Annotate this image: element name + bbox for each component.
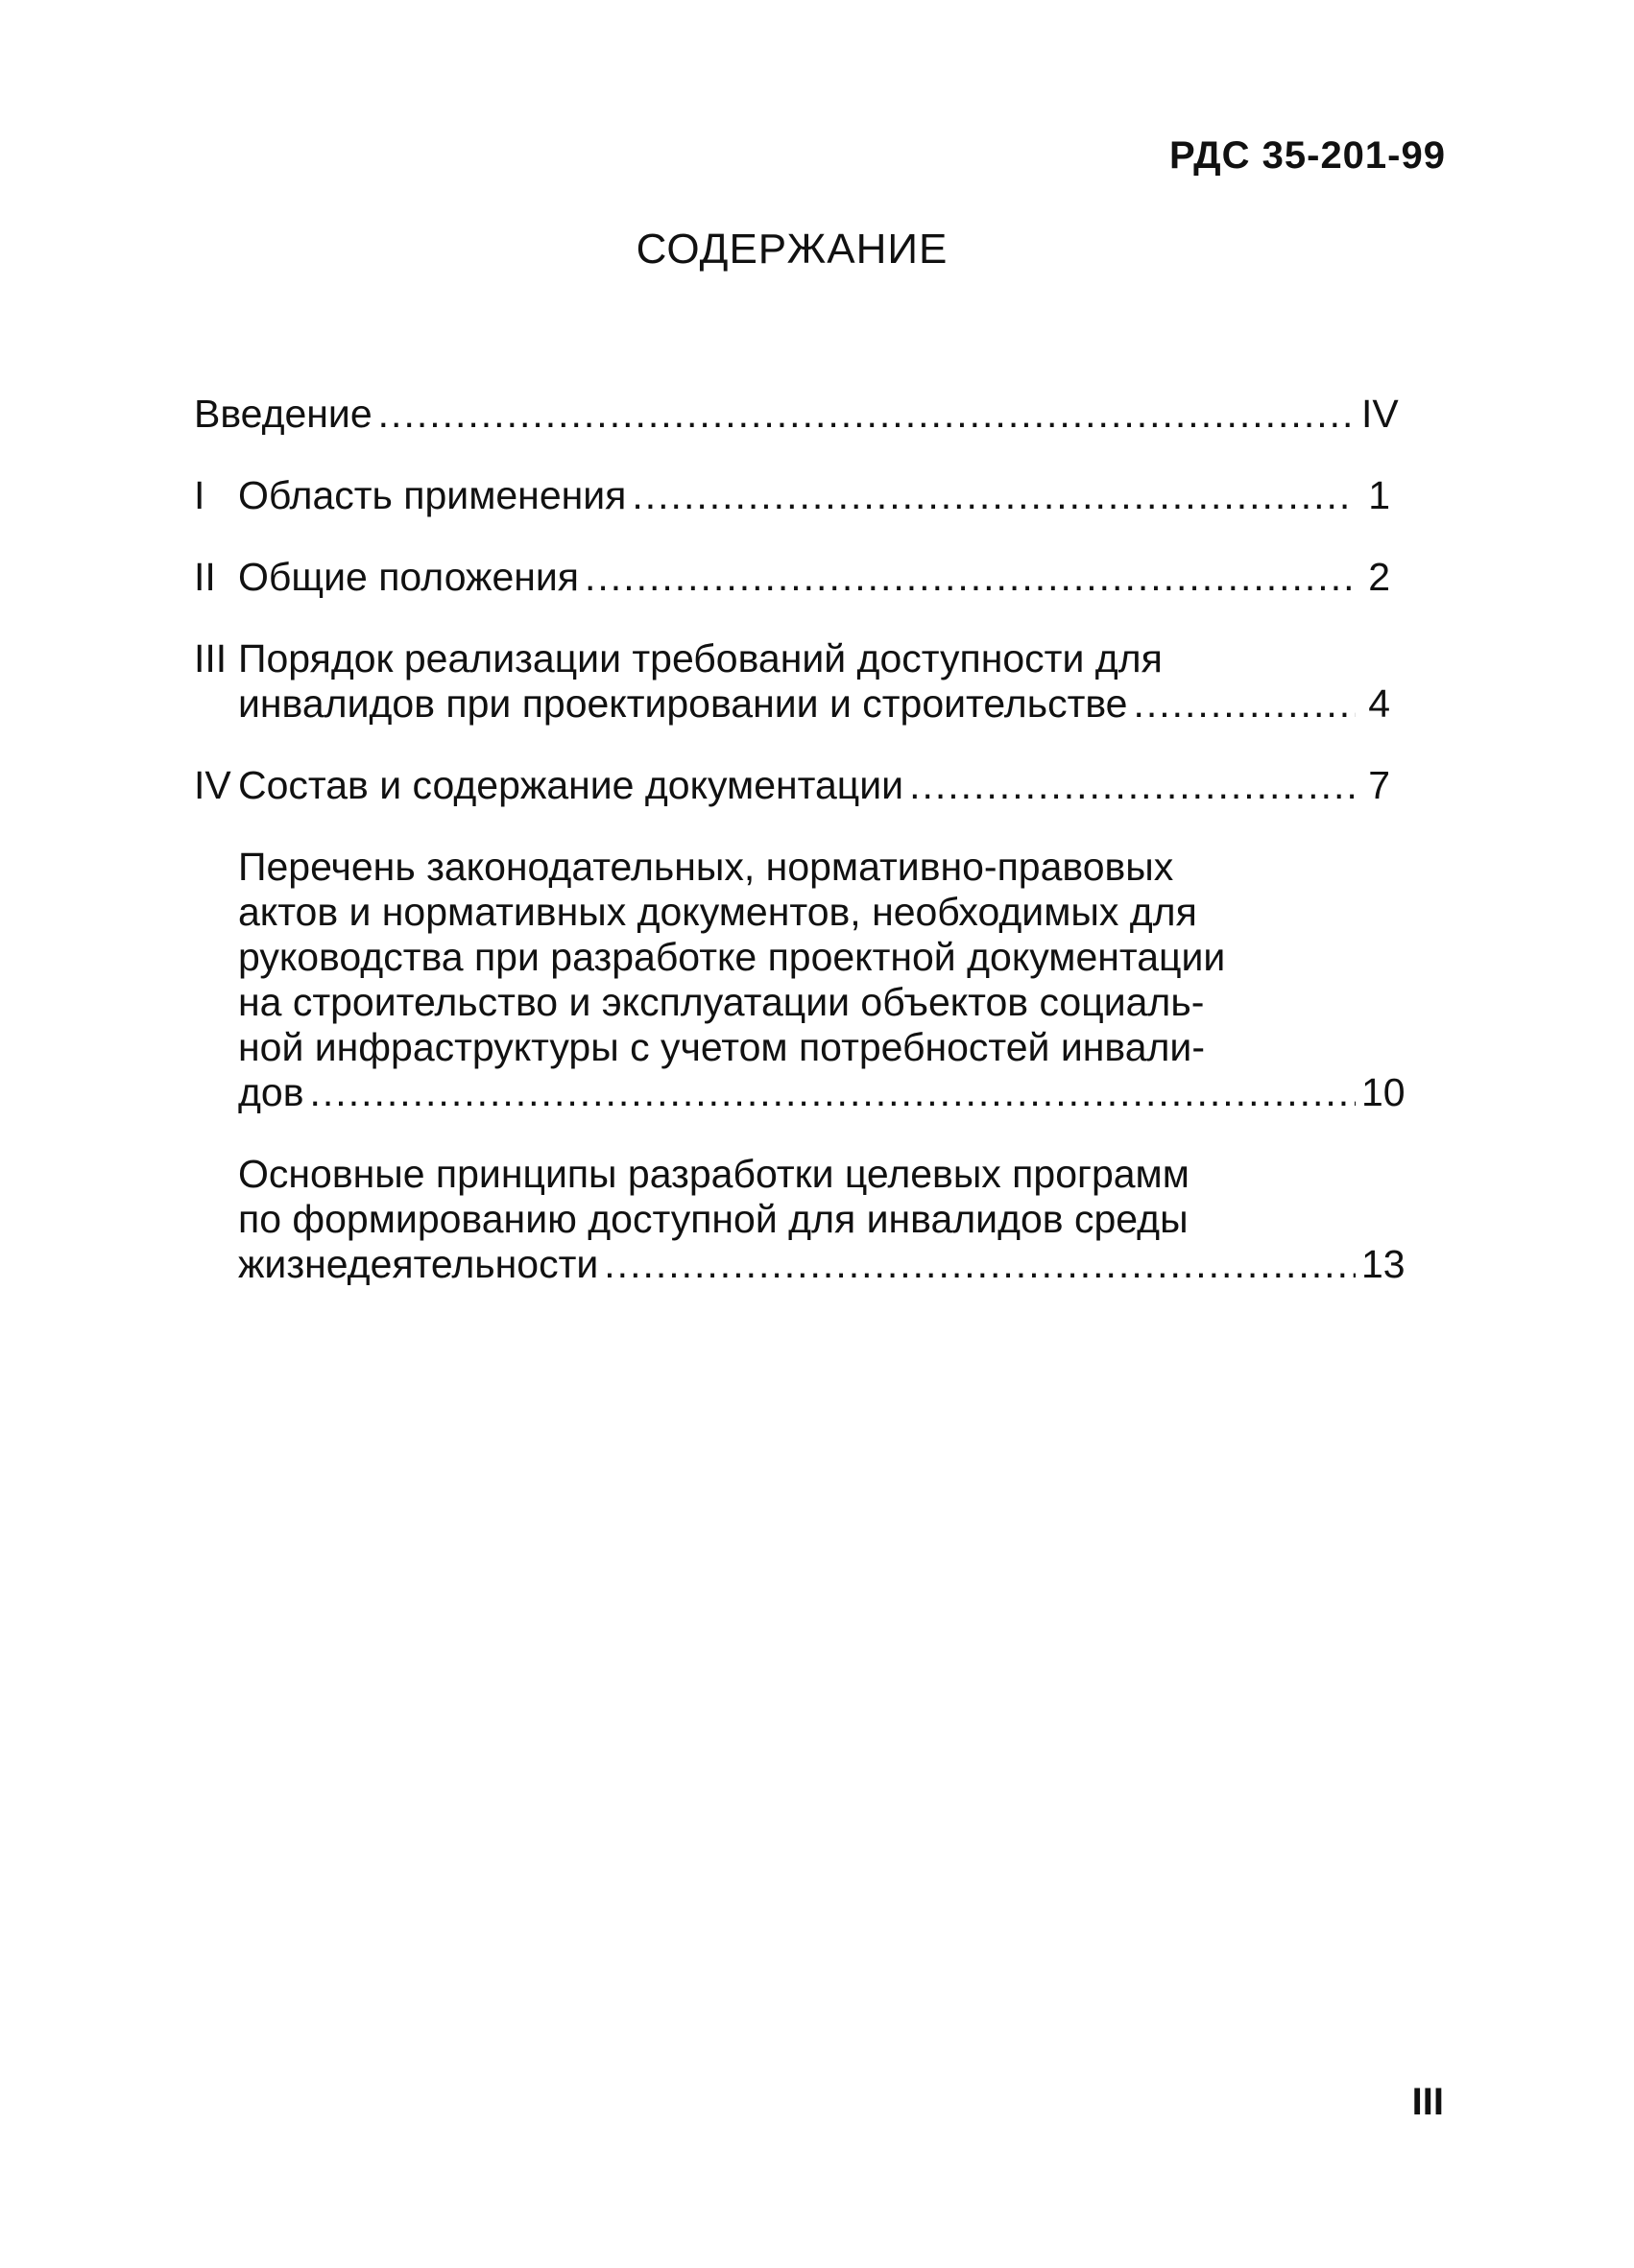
toc-entry-appendix-1[interactable]: [194, 845, 1406, 1115]
page-title: СОДЕРЖАНИЕ: [636, 226, 949, 273]
toc-leader-dots: [585, 555, 1356, 600]
toc-section-number: I: [194, 473, 205, 517]
toc-entry-section-2[interactable]: [194, 555, 1390, 600]
toc-entry-title: жизнедеятельности: [238, 1242, 599, 1286]
toc-entry-line: ной инфраструктуры с учетом потребностей инвали-: [238, 1025, 1205, 1069]
toc-page-number: 2: [1368, 555, 1390, 599]
toc-entry-line: Основные принципы разработки целевых программ: [238, 1152, 1189, 1196]
toc-entry-line: Перечень законодательных, нормативно-правовых: [238, 845, 1174, 889]
document-code: РДС 35-201-99: [1168, 134, 1446, 177]
toc-entry-introduction[interactable]: [194, 392, 1399, 437]
toc-entry-line: по формированию доступной для инвалидов среды: [238, 1197, 1189, 1241]
toc-entry-line: на строительство и эксплуатации объектов социаль-: [238, 980, 1205, 1024]
table-of-contents: [194, 392, 1406, 1324]
page-number: III: [1411, 2081, 1444, 2123]
toc-entry-title: дов: [238, 1070, 304, 1114]
toc-section-number: III: [194, 636, 228, 680]
toc-leader-dots: [632, 473, 1356, 518]
toc-section-number: IV: [194, 763, 231, 807]
toc-entry-appendix-2[interactable]: [194, 1152, 1406, 1287]
toc-page-number: IV: [1361, 392, 1399, 436]
toc-page-number: 13: [1361, 1242, 1406, 1286]
toc-entry-line: Порядок реализации требований доступности для: [238, 636, 1163, 680]
toc-entry-line: руководства при разработке проектной документации: [238, 935, 1226, 979]
toc-entry-section-4[interactable]: [194, 763, 1390, 808]
toc-entry-title: инвалидов при проектировании и строительстве: [238, 681, 1128, 726]
toc-leader-dots: [1133, 681, 1356, 727]
toc-page-number: 4: [1368, 681, 1390, 726]
toc-page-number: 10: [1361, 1070, 1406, 1114]
toc-page-number: 1: [1368, 473, 1390, 517]
toc-leader-dots: [378, 392, 1356, 437]
toc-section-number: II: [194, 555, 216, 599]
toc-leader-dots: [310, 1070, 1356, 1115]
toc-entry-section-3[interactable]: [194, 636, 1390, 727]
toc-page-number: 7: [1368, 763, 1390, 807]
toc-entry-title: Общие положения: [238, 555, 580, 599]
toc-leader-dots: [604, 1242, 1356, 1287]
toc-entry-section-1[interactable]: [194, 473, 1390, 518]
toc-entry-title: Введение: [194, 392, 372, 436]
toc-entry-title: Область применения: [238, 473, 627, 517]
toc-leader-dots: [909, 763, 1356, 808]
toc-entry-title: Состав и содержание документации: [238, 763, 904, 807]
toc-entry-line: актов и нормативных документов, необходимых для: [238, 890, 1197, 934]
